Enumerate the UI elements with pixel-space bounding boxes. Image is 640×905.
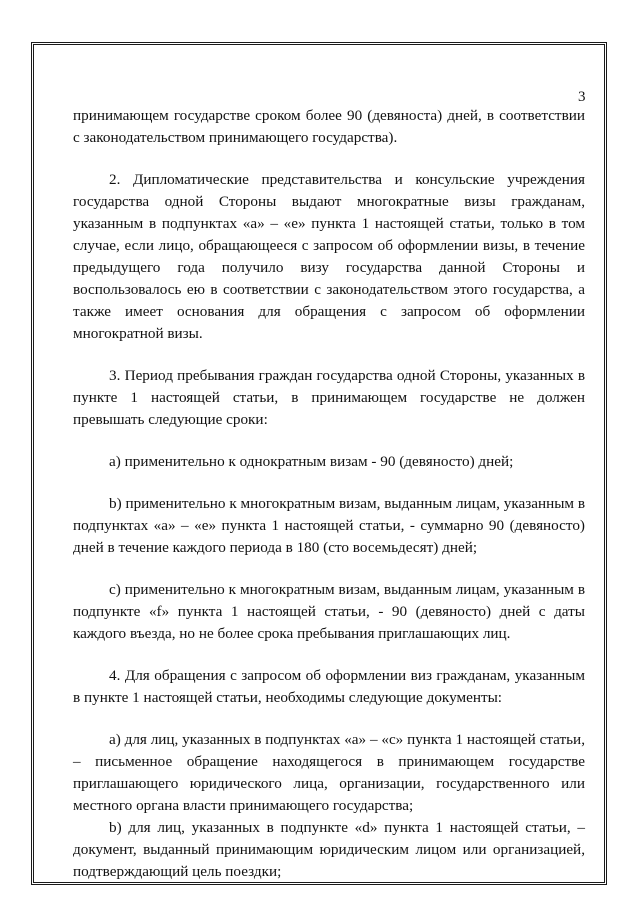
subparagraph-3b: b) применительно к многократным визам, выданным лицам, указанным в подпунктах «а» – «е» пункта 1 настоящей статьи, - суммарно 90 (девяносто) дней в течение каждого периода в 180 (сто восемьдесят) дней; (73, 495, 585, 556)
subparagraph-3c: c) применительно к многократным визам, выданным лицам, указанным в подпункте «f» пункта 1 настоящей статьи, - 90 (девяносто) дней с даты каждого въезда, но не более срока пребывания приглашающих лиц. (73, 581, 585, 642)
page-number: 3 (578, 89, 586, 105)
paragraph-4-documents: 4. Для обращения с запросом об оформлении виз гражданам, указанным в пункте 1 настоящей статьи, необходимы следующие документы: (73, 667, 585, 706)
paragraph-continuation: принимающем государстве сроком более 90 (девяноста) дней, в соответствии с законодательством принимающего государства). (73, 107, 585, 146)
subparagraph-4b: b) для лиц, указанных в подпункте «d» пункта 1 настоящей статьи, – документ, выданный принимающим юридическим лицом или организацией, подтверждающий цель поездки; (73, 819, 585, 880)
document-body (73, 105, 585, 883)
paragraph-3-stay-period: 3. Период пребывания граждан государства одной Стороны, указанных в пункте 1 настоящей статьи, в принимающем государстве не должен превышать следующие сроки: (73, 367, 585, 428)
subparagraph-4a: a) для лиц, указанных в подпунктах «а» – «с» пункта 1 настоящей статьи, – письменное обращение находящегося в принимающем государстве приглашающего юридического лица, организации, государственного или местного органа власти принимающего государства; (73, 731, 585, 814)
subparagraph-3a: a) применительно к однократным визам - 90 (девяносто) дней; (109, 453, 514, 470)
paragraph-2-multiple-visas: 2. Дипломатические представительства и консульские учреждения государства одной Стороны выдают многократные визы гражданам, указанным в подпунктах «а» – «е» пункта 1 настоящей статьи, только в том случае, если лицо, обращающееся с запросом об оформлении визы, в течение предыдущего года получило визу государства данной Стороны и воспользовалось ею в соответствии с законодательством этого государства, а также имеет основания для обращения с запросом об оформлении многократной визы. (73, 171, 585, 342)
